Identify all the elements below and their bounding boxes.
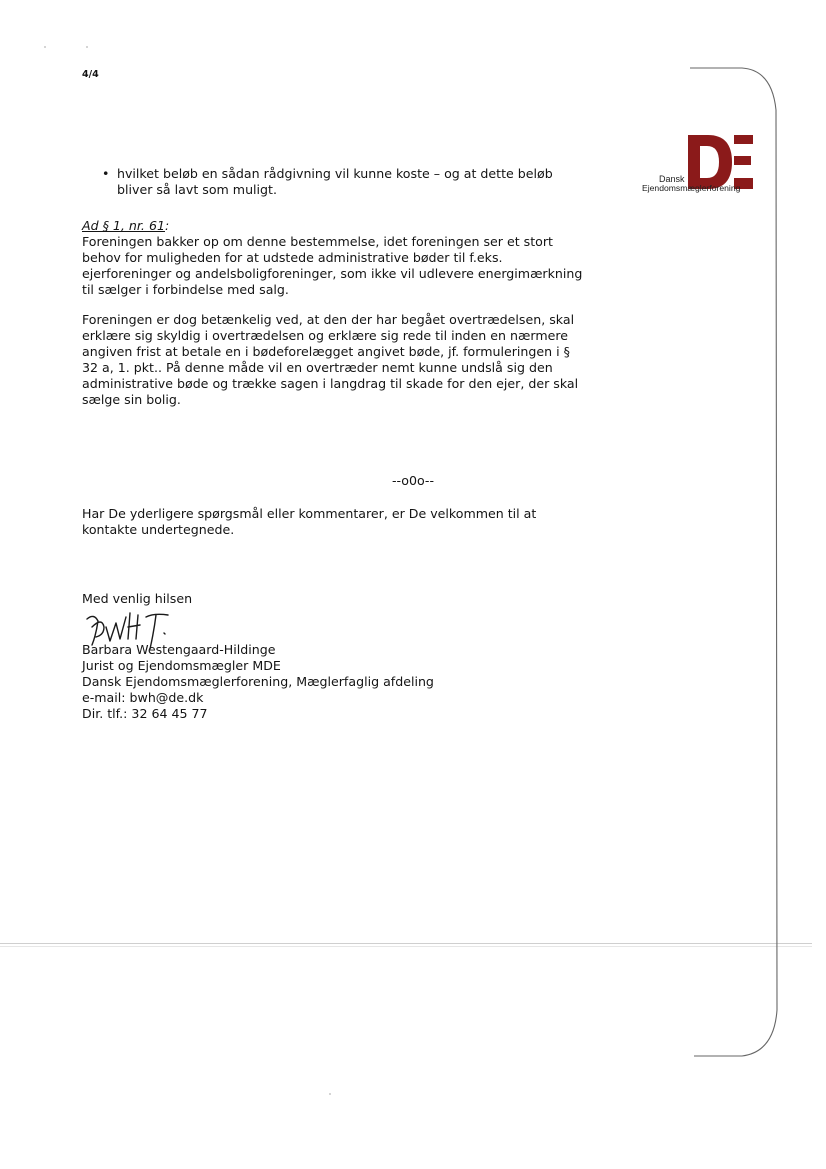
closing-line: kontakte undertegnede. — [82, 522, 235, 537]
page-number: 4/4 — [82, 69, 99, 80]
paragraph-line: Foreningen er dog betænkelig ved, at den der har begået overtrædelsen, skal — [82, 312, 575, 327]
bullet-list-item — [82, 166, 582, 198]
bullet-symbol: • — [102, 166, 110, 181]
closing-line: Har De yderligere spørgsmål eller kommentarer, er De velkommen til at — [82, 506, 537, 521]
closing-paragraph — [82, 506, 602, 538]
signer-email: e-mail: bwh@de.dk — [82, 690, 204, 705]
paragraph-line: angiven frist at betale en i bødeforelægget angivet bøde, jf. formuleringen i § — [82, 344, 570, 359]
scan-speck — [86, 46, 88, 48]
paragraph-line: 32 a, 1. pkt.. På denne måde vil en overtræder nemt kunne undslå sig den — [82, 360, 553, 375]
signature-block — [82, 642, 602, 722]
paragraph-2 — [82, 312, 602, 408]
heading-colon: : — [164, 218, 170, 233]
paragraph-line: ejerforeninger og andelsboligforeninger, som ikke vil udlevere energimærkning — [82, 266, 583, 281]
bullet-line: hvilket beløb en sådan rådgivning vil kunne koste – og at dette beløb — [117, 166, 553, 181]
greeting: Med venlig hilsen — [82, 591, 193, 606]
paragraph-1 — [82, 234, 602, 298]
signer-organisation: Dansk Ejendomsmæglerforening, Mæglerfaglig afdeling — [82, 674, 434, 689]
paragraph-line: behov for muligheden for at udstede administrative bøder til f.eks. — [82, 250, 503, 265]
signer-phone: Dir. tlf.: 32 64 45 77 — [82, 706, 208, 721]
paragraph-line: Foreningen bakker op om denne bestemmelse, idet foreningen ser et stort — [82, 234, 553, 249]
signer-name: Barbara Westengaard-Hildinge — [82, 642, 276, 657]
section-heading-row — [82, 218, 602, 234]
paragraph-line: administrative bøde og trække sagen i langdrag til skade for den ejer, der skal — [82, 376, 579, 391]
scan-speck — [44, 46, 46, 48]
section-heading: Ad § 1, nr. 61 — [82, 218, 165, 233]
paragraph-line: til sælger i forbindelse med salg. — [82, 282, 289, 297]
separator-mark: --o0o-- — [391, 473, 435, 488]
signer-title: Jurist og Ejendomsmægler MDE — [82, 658, 281, 673]
logo-line2: Ejendomsmæglerforening — [642, 183, 741, 193]
paragraph-line: sælge sin bolig. — [82, 392, 181, 407]
bullet-line: bliver så lavt som muligt. — [117, 182, 277, 197]
scan-speck — [329, 1093, 331, 1095]
logo-line1: Dansk — [659, 174, 685, 184]
paragraph-line: erklære sig skyldig i overtrædelsen og erklære sig rede til inden en nærmere — [82, 328, 568, 343]
letterhead-frame — [680, 60, 800, 1070]
